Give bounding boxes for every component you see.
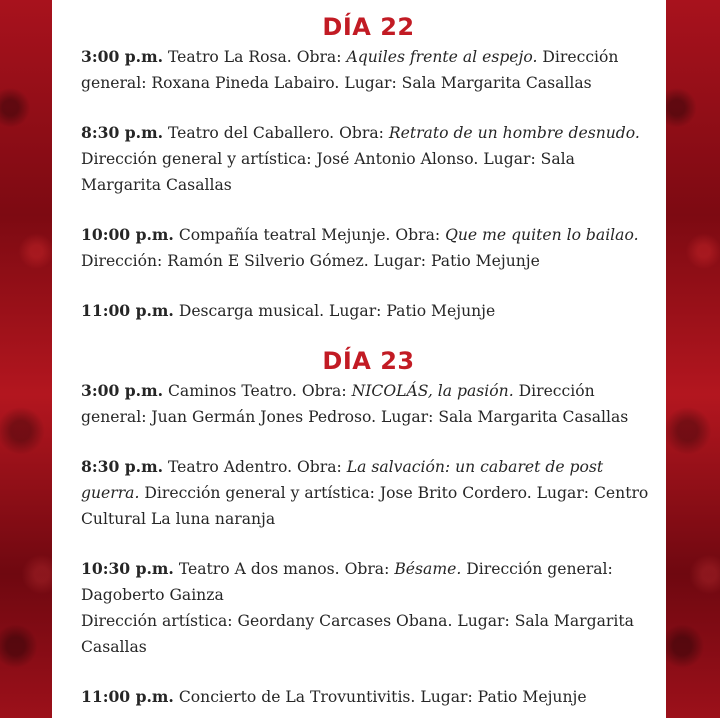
event-work-title: Que me quiten lo bailao. bbox=[445, 226, 639, 244]
event-company: Concierto de La Trovuntivitis. Lugar: Patio Mejunje bbox=[178, 688, 587, 706]
event-time: 3:00 p.m. bbox=[81, 381, 163, 400]
event-details: Dirección general y artística: Jose Brito Cordero. Lugar: Centro Cultural La luna naranja bbox=[81, 484, 649, 528]
event-time: 8:30 p.m. bbox=[81, 123, 163, 142]
event-entry bbox=[81, 454, 656, 532]
event-work-title: Bésame. bbox=[394, 560, 462, 578]
event-work-title: Aquiles frente al espejo. bbox=[346, 48, 538, 66]
event-details: Dirección general: Dagoberto Gainza bbox=[81, 560, 613, 604]
event-details: Dirección general: Juan Germán Jones Pedroso. Lugar: Sala Margarita Casallas bbox=[81, 382, 629, 426]
event-entry bbox=[81, 556, 656, 660]
event-time: 10:30 p.m. bbox=[81, 559, 174, 578]
event-company: Teatro del Caballero. Obra: bbox=[167, 124, 384, 142]
event-time: 11:00 p.m. bbox=[81, 687, 174, 706]
event-time: 3:00 p.m. bbox=[81, 47, 163, 66]
event-entry bbox=[81, 684, 656, 710]
event-time: 8:30 p.m. bbox=[81, 457, 163, 476]
right-red-border bbox=[666, 0, 720, 718]
event-company: Caminos Teatro. Obra: bbox=[167, 382, 347, 400]
event-company: Teatro A dos manos. Obra: bbox=[178, 560, 390, 578]
event-company: Descarga musical. Lugar: Patio Mejunje bbox=[178, 302, 496, 320]
event-work-title: NICOLÁS, la pasión. bbox=[351, 382, 514, 400]
event-details-extra: Dirección artística: Geordany Carcases Obana. Lugar: Sala Margarita Casallas bbox=[81, 612, 634, 656]
event-work-title: Retrato de un hombre desnudo. bbox=[388, 124, 640, 142]
day-heading: DÍA 23 bbox=[322, 347, 415, 375]
day-heading: DÍA 22 bbox=[322, 13, 415, 41]
event-details: Dirección general y artística: José Antonio Alonso. Lugar: Sala Margarita Casallas bbox=[81, 150, 575, 194]
left-red-border bbox=[0, 0, 52, 718]
event-time: 11:00 p.m. bbox=[81, 301, 174, 320]
event-details: Dirección general: Roxana Pineda Labairo. Lugar: Sala Margarita Casallas bbox=[81, 48, 619, 92]
event-company: Compañía teatral Mejunje. Obra: bbox=[178, 226, 441, 244]
event-company: Teatro Adentro. Obra: bbox=[167, 458, 342, 476]
event-entry bbox=[81, 298, 656, 324]
event-details: Dirección: Ramón E Silverio Gómez. Lugar: Patio Mejunje bbox=[81, 252, 540, 270]
event-time: 10:00 p.m. bbox=[81, 225, 174, 244]
event-entry bbox=[81, 44, 656, 96]
event-entry bbox=[81, 120, 656, 198]
event-entry bbox=[81, 378, 656, 430]
event-entry bbox=[81, 222, 656, 274]
program-content bbox=[81, 0, 656, 710]
program-panel bbox=[52, 0, 666, 718]
event-work-title: La salvación: un cabaret de post guerra. bbox=[81, 458, 604, 502]
event-company: Teatro La Rosa. Obra: bbox=[167, 48, 342, 66]
